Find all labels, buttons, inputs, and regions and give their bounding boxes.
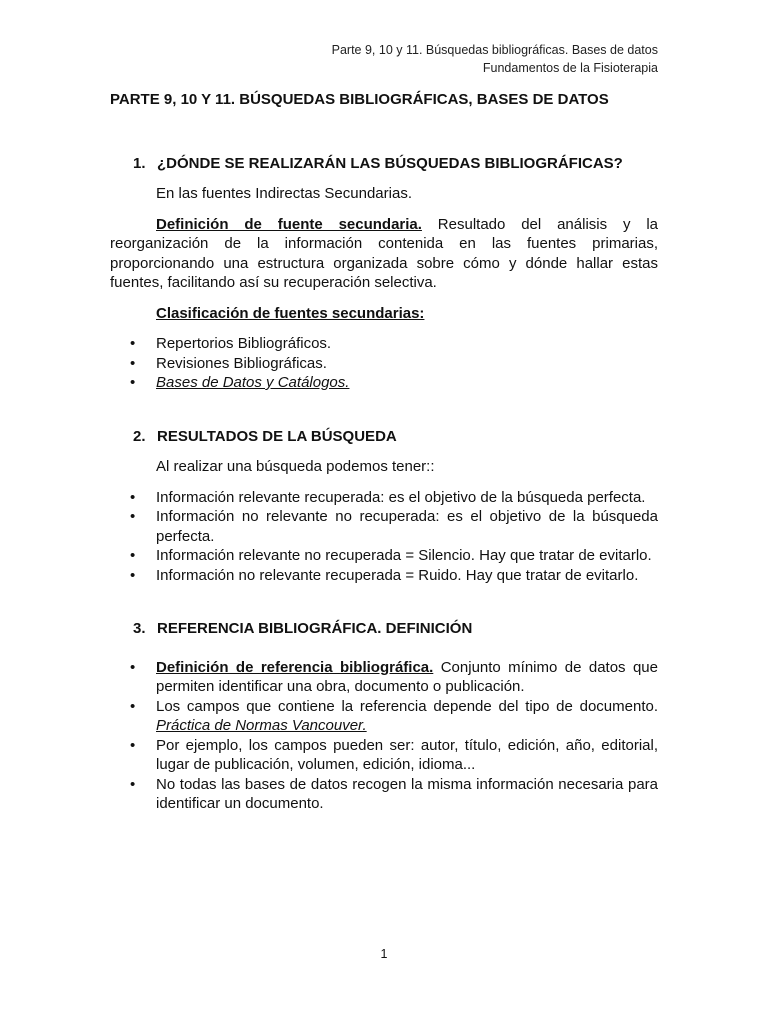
section-1-number: 1. <box>133 154 146 172</box>
vancouver-link[interactable]: Práctica de Normas Vancouver. <box>156 717 367 734</box>
section-1-title <box>110 154 658 174</box>
list-item <box>110 697 658 736</box>
section-3-number: 3. <box>133 620 146 637</box>
section-3-title <box>110 619 658 639</box>
header-line-1: Parte 9, 10 y 11. Búsquedas bibliográficas. Bases de datos <box>331 43 658 57</box>
list-item: • Información no relevante no recuperada: es el objetivo de la búsqueda perfecta. <box>110 507 658 546</box>
section-2-heading: RESULTADOS DE LA BÚSQUEDA <box>157 427 397 445</box>
fields-text: Los campos que contiene la referencia depende del tipo de documento. <box>156 697 658 715</box>
list-item: • Por ejemplo, los campos pueden ser: autor, título, edición, año, editorial, lugar de publicación, volumen, edición, idioma... <box>110 736 658 775</box>
main-title: PARTE 9, 10 Y 11. BÚSQUEDAS BIBLIOGRÁFICAS, BASES DE DATOS <box>110 91 609 108</box>
definition-text: Resultado del análisis y la reorganización de la información contenida en las fuentes primarias, proporcionando una estructura organizada sobre cómo y dónde hallar estas fuentes, facilitando así su recuperación selectiva. <box>110 215 658 291</box>
results-list <box>110 488 658 586</box>
section-1-heading: ¿DÓNDE SE REALIZARÁN LAS BÚSQUEDAS BIBLIOGRÁFICAS? <box>157 154 623 172</box>
section-3-heading: REFERENCIA BIBLIOGRÁFICA. DEFINICIÓN <box>157 620 473 637</box>
page-header <box>332 41 658 77</box>
document-body <box>110 90 658 814</box>
list-item: • No todas las bases de datos recogen la misma información necesaria para identificar un documento. <box>110 775 658 814</box>
list-item: • Repertorios Bibliográficos. <box>110 334 658 354</box>
list-item: • Información relevante recuperada: es el objetivo de la búsqueda perfecta. <box>110 488 658 508</box>
classification-heading <box>110 304 658 324</box>
section-1-intro: En las fuentes Indirectas Secundarias. <box>156 185 412 202</box>
classification-list <box>110 334 658 393</box>
page-number: 1 <box>380 947 388 961</box>
list-item: • Información relevante no recuperada = Silencio. Hay que tratar de evitarlo. <box>110 546 658 566</box>
list-item: • Revisiones Bibliográficas. <box>110 354 658 374</box>
reference-list <box>110 658 658 814</box>
list-item <box>110 658 658 697</box>
list-item: • Información no relevante recuperada = Ruido. Hay que tratar de evitarlo. <box>110 566 658 586</box>
definition-label: Definición de fuente secundaria. <box>156 215 422 233</box>
section-2-number: 2. <box>133 427 146 445</box>
section-2-title <box>110 427 658 447</box>
reference-definition-label: Definición de referencia bibliográfica. <box>156 658 434 676</box>
header-line-2: Fundamentos de la Fisioterapia <box>482 61 658 75</box>
databases-link[interactable]: Bases de Datos y Catálogos. <box>156 374 350 391</box>
section-2-intro: Al realizar una búsqueda podemos tener:: <box>156 458 435 475</box>
classification-label: Clasificación de fuentes secundarias: <box>156 304 425 322</box>
section-1-definition <box>110 215 658 293</box>
list-item <box>110 373 658 393</box>
reference-definition-text: Conjunto mínimo de datos que permiten identificar una obra, documento o publicación. <box>156 658 658 695</box>
